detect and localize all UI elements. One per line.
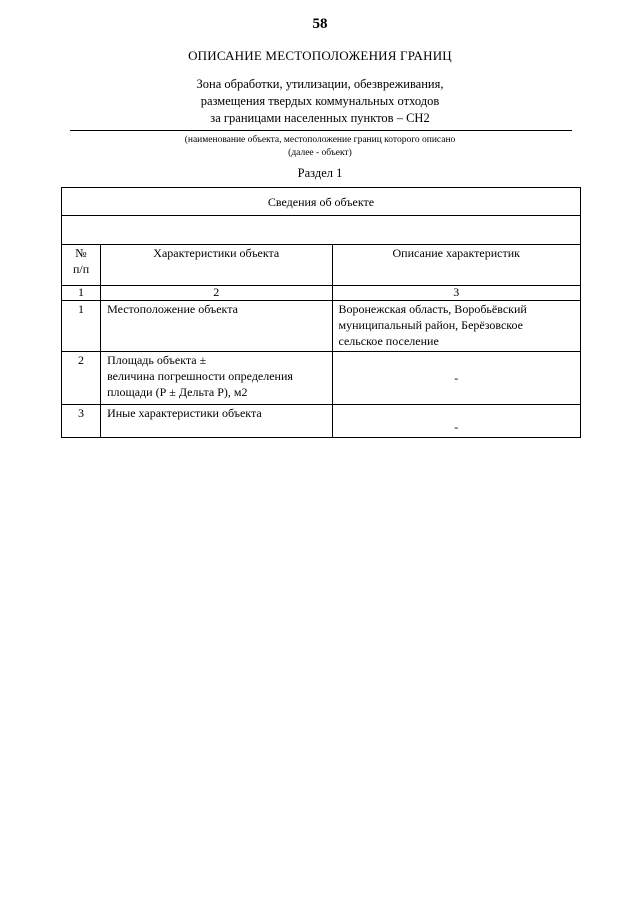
section-label: Раздел 1	[297, 166, 343, 180]
header-num-line: №	[75, 246, 87, 260]
object-caption	[0, 134, 640, 160]
header-description: Описание характеристик	[332, 245, 581, 286]
object-name-line: размещения твердых коммунальных отходов	[200, 94, 440, 108]
description-line: муниципальный район, Берёзовское	[338, 318, 523, 332]
description-line: сельское поселение	[338, 334, 439, 348]
table-header-row	[62, 245, 581, 286]
row-number: 3	[62, 405, 101, 438]
document-title: ОПИСАНИЕ МЕСТОПОЛОЖЕНИЯ ГРАНИЦ	[188, 48, 452, 63]
object-name-line: Зона обработки, утилизации, обезвреживания,	[196, 77, 444, 91]
underline-rule	[70, 130, 572, 131]
row-description: -	[332, 352, 581, 405]
table-row	[62, 352, 581, 405]
caption-line: (наименование объекта, местоположение границ которого описано	[184, 135, 456, 145]
characteristic-line: величина погрешности определения	[107, 369, 293, 383]
row-characteristic	[101, 352, 332, 405]
header-num	[62, 245, 101, 286]
table-row	[62, 405, 581, 438]
description-line: Воронежская область, Воробьёвский	[338, 302, 527, 316]
characteristic-line: Иные характеристики объекта	[107, 406, 262, 420]
row-characteristic	[101, 301, 332, 352]
object-info-table	[61, 187, 581, 438]
object-name	[0, 76, 640, 127]
caption-line: (далее - объект)	[288, 148, 352, 158]
page-number: 58	[312, 16, 328, 32]
object-name-line: за границами населенных пунктов – СН2	[210, 111, 430, 125]
row-description: -	[332, 405, 581, 438]
table-blank-row	[62, 216, 581, 245]
row-characteristic	[101, 405, 332, 438]
column-number-row	[62, 286, 581, 301]
table-title: Сведения об объекте	[62, 188, 581, 216]
table-title-row	[62, 188, 581, 216]
blank-cell	[62, 216, 581, 245]
column-number: 1	[62, 286, 101, 301]
header-num-line: п/п	[72, 262, 90, 276]
column-number: 2	[101, 286, 332, 301]
header-characteristics: Характеристики объекта	[101, 245, 332, 286]
row-description	[332, 301, 581, 352]
characteristic-line: Площадь объекта ±	[107, 353, 207, 367]
row-number: 1	[62, 301, 101, 352]
table-row	[62, 301, 581, 352]
row-number: 2	[62, 352, 101, 405]
characteristic-line: площади (Р ± Дельта Р), м2	[107, 385, 248, 399]
column-number: 3	[332, 286, 581, 301]
characteristic-line: Местоположение объекта	[107, 302, 238, 316]
